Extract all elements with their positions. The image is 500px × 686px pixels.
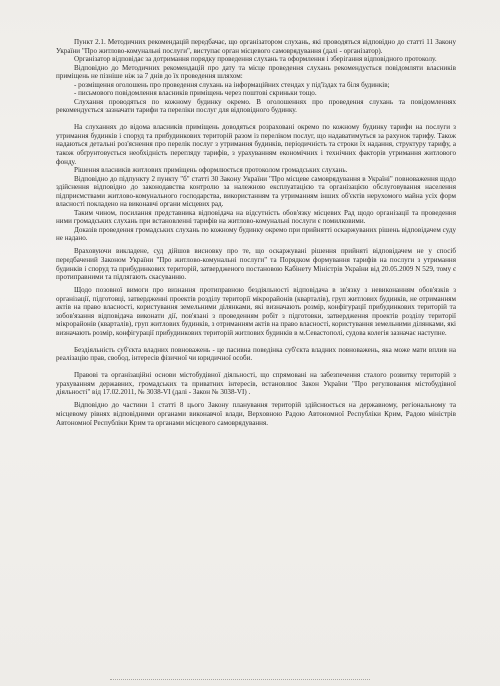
list-item-stands: - розміщення оголошень про проведення слухань на інформаційних стендах у під'їздах та біля будинків; — [74, 80, 390, 89]
paragraph-hearings-content: На слуханнях до відома власників приміщень доводяться розраховані окремо по кожному будинку тарифи на послуги з утримання будинків і споруд та прибудинкових територій разом із переліком послуг, що надаватимуться за рахунок тарифу. Також надаються детальні роз'яснення про перелік послуг з утримання будинків, періодичність та строки їх надання, структуру тарифу, а також обґрунтовується необхідність перегляду тарифів, з урахуванням економічних і технічних факторів утримання житлового фонду. — [56, 123, 456, 166]
paragraph-article-8: Відповідно до частини 1 статті 8 цього Закону планування територій здійснюється на державному, регіональному та місцевому рівнях відповідними органами виконавчої влади, Верховною Радою Автономної Республіки Крим, Радою міністрів Автономної Республіки Крим та органами місцевого самоврядування. — [56, 401, 456, 427]
paragraph-notification: Відповідно до Методичних рекомендацій про дату та місце проведення слухань рекомендується повідомляти власників приміщень не пізніше ніж за 7 днів до їх проведення шляхом: — [56, 63, 456, 81]
paragraph-inaction-claim: Щодо позовної вимоги про визнання протиправною бездіяльності відповідача в зв'язку з невиконанням обов'язків з організації, підготовці, затвердженні проектів розділу території мікрорайонів (кварталів), груп житлових будинків, не отриманням актів на право власності, користування земельними ділянками, які визначають розмір, конфігурації прибудинкових територій та зобов'язання відповідача виконати дії, пов'язані з проведенням робіт з підготовки, затвердження проектів розділу території мікрорайонів (кварталів), груп житлових будинків, з отриманням актів на право власності, користування земельними ділянками, які визначають розмір, конфігурації прибудинкових територій житлових будинків в м.Севастополі, судова колегія зазначає наступне. — [56, 286, 456, 337]
scan-edge-mark — [110, 679, 370, 684]
paragraph-inaction-definition: Бездіяльність суб'єкта владних повноважень - це пасивна поведінка суб'єкта владних повноважень, яка може мати вплив на реалізацію прав, свобод, інтересів фізичної чи юридичної особи. — [56, 345, 456, 363]
paragraph-protocol: Рішення власників житлових приміщень оформлюється протоколом громадських слухань. — [74, 166, 348, 175]
paragraph-court-conclusion: Враховуючи викладене, суд дійшов висновку про те, що оскаржувані рішення прийняті відповідачем не у спосіб передбачений Законом України "Про житлово-комунальні послуги" та Порядком формування тарифів на послуги з утримання будинків і споруд та прибудинкових територій, затвердженого постановою Кабінету Міністрів України від 20.05.2009 N 529, тому є протиправними та підлягають скасуванню. — [56, 247, 456, 282]
paragraph-organizer-duty: Організатор відповідає за дотримання порядку проведення слухань та оформлення і зберігання відповідного протоколу. — [74, 55, 437, 64]
paragraph-erroneous-reference: Таким чином, посилання представника відповідача на відсутність обов'язку місцевих Рад щодо організації та проведення ними громадських слухань при встановленні тарифів на житлово-комунальні послуги є помилковими. — [56, 208, 456, 226]
paragraph-urban-planning-law: Правові та організаційні основи містобудівної діяльності, що спрямовані на забезпечення сталого розвитку територій з урахуванням державних, громадських та приватних інтересів, встановлює Закон України "Про регулювання містобудівної діяльності" від 17.02.2011, № 3038-VI (далі - Закон № 3038-VI) . — [56, 371, 456, 397]
paragraph-no-evidence: Доказів проведення громадських слухань по кожному будинку окремо при прийнятті оскаржуваних рішень відповідачем суду не надано. — [56, 225, 456, 243]
paragraph-article-30: Відповідно до підпункту 2 пункту "б" статті 30 Закону України "Про місцеве самоврядування в Україні" повноваження щодо здійснення відповідно до законодавства контролю за належною експлуатацією та організацією обслуговування населення підприємствами житлово-комунального господарства, використанням та утриманням інших об'єктів нерухомого майна усіх форм власності покладено на виконавчі органи місцевих рад. — [56, 174, 456, 209]
paragraph-item-2-1: Пункт 2.1. Методичних рекомендацій передбачає, що організатором слухань, які проводяться відповідно до статті 11 Закону України "Про житлово-комунальні послуги", виступає орган місцевого самоврядування (далі - організатор). — [56, 38, 456, 55]
list-item-mailboxes: - письмового повідомлення власників приміщень через поштові скриньки тощо. — [74, 89, 317, 98]
paragraph-hearings-per-building: Слухання проводяться по кожному будинку окремо. В оголошеннях про проведення слухань та повідомленнях рекомендується зазначати тарифи та переліки послуг для відповідного будинку. — [56, 97, 456, 115]
